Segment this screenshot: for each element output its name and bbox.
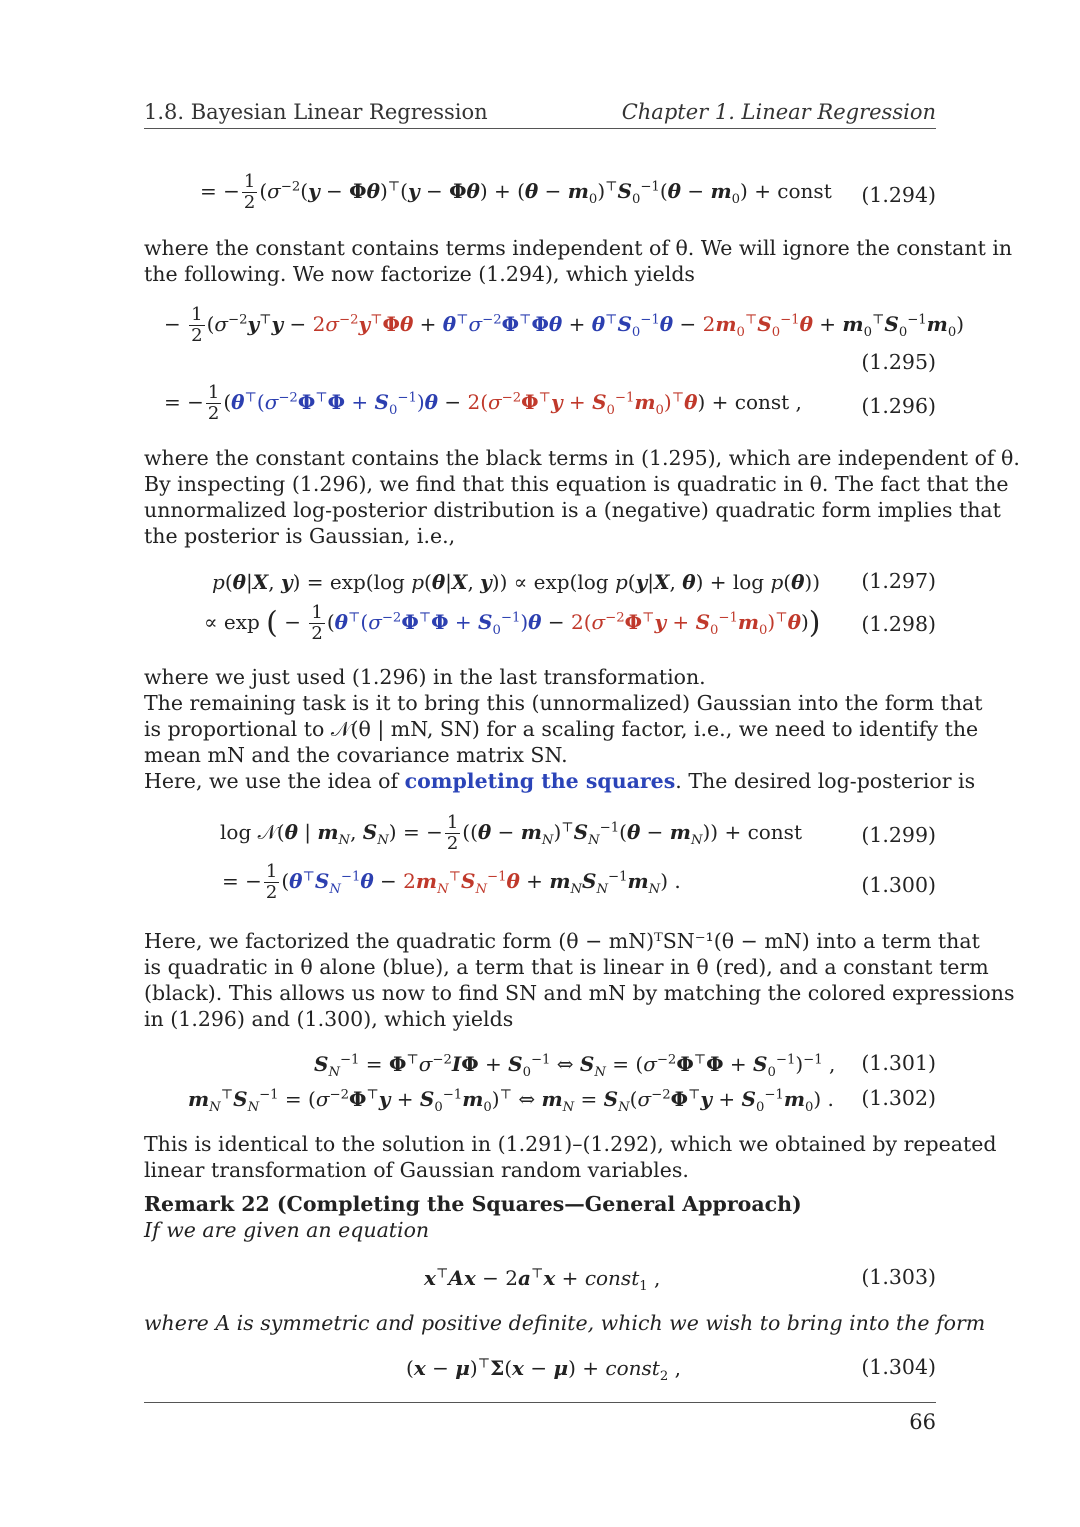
equation-number: (1.298) [861, 612, 936, 636]
paragraph [144, 928, 1015, 1032]
text-line: where the constant contains the black terms in (1.295), which are independent of θ. [144, 446, 1020, 470]
equation-number: (1.299) [861, 823, 936, 847]
equation-number: (1.304) [861, 1355, 936, 1379]
text-line: Here, we factorized the quadratic form (θ − mN)ᵀSN⁻¹(θ − mN) into a term that [144, 929, 980, 953]
remark-block [144, 1191, 936, 1243]
text-line: unnormalized log-posterior distribution is a (negative) quadratic form implies that [144, 498, 1001, 522]
text-line: where we just used (1.296) in the last transformation. [144, 665, 706, 689]
equation-number: (1.296) [861, 394, 936, 418]
text-line: the posterior is Gaussian, i.e., [144, 524, 456, 548]
equation-1-295: − $\frac{1}{2}$ $(\sigma^{-2}y^⊤y - 2\sigma^{-2}y^⊤\Phi\theta + \theta^⊤\sigma^{-2}\Phi^⊤\Phi\theta + \theta^⊤S_0^{-1}\theta - 2m_0^⊤S_0^{-1}\theta + m_0^⊤S_0^{-1}m_0)$ [164, 304, 965, 346]
equation-1-299: log 𝒩(θ | $m_N$, $S_N$) = − $\frac{1}{2}$ $((\theta - m_N)^⊤S_N^{-1}(\theta - m_N))$ + const [220, 812, 802, 854]
paragraph [144, 664, 983, 794]
text-span: Here, we use the idea of [144, 769, 405, 793]
text-line: is proportional to 𝒩(θ | mN, SN) for a scaling factor, i.e., we need to identify the [144, 717, 979, 741]
chapter-title: Chapter 1. Linear Regression [621, 100, 936, 124]
text-line: By inspecting (1.296), we find that this equation is quadratic in θ. The fact that the [144, 472, 1009, 496]
text-line: The remaining task is it to bring this (unnormalized) Gaussian into the form that [144, 691, 983, 715]
equation-1-294: = − $\frac{1}{2}$ ($\sigma^{-2}(y - \Phi\theta)^⊤(y - \Phi\theta) + (\theta - m_0)^⊤S_0^{-1}(\theta - m_0)$ + const [200, 171, 832, 213]
paragraph [144, 445, 1020, 549]
equation-number: (1.295) [861, 350, 936, 374]
equation-1-297: p(θ|X, y) = exp(log p(θ|X, y)) ∝ exp(log p(y|X, θ) + log p(θ)) [212, 570, 821, 594]
text-line: mean mN and the covariance matrix SN. [144, 743, 568, 767]
text-line: is quadratic in θ alone (blue), a term that is linear in θ (red), and a constant term [144, 955, 989, 979]
equation-1-302: $m_N^⊤S_N^{-1} = (\sigma^{-2}\Phi^⊤y + S_0^{-1}m_0)^⊤$ ⇔ $m_N = S_N(\sigma^{-2}\Phi^⊤y + S_0^{-1}m_0)$ . [188, 1087, 834, 1115]
completing-the-squares-link[interactable]: completing the squares [404, 769, 676, 793]
text-line: in (1.296) and (1.300), which yields [144, 1007, 514, 1031]
equation-1-301: $S_N^{-1} = \Phi^⊤\sigma^{-2}I\Phi + S_0^{-1}$ ⇔ $S_N = (\sigma^{-2}\Phi^⊤\Phi + S_0^{-1})^{-1}$ , [314, 1052, 836, 1080]
text-line [144, 768, 976, 794]
equation-number: (1.297) [861, 569, 936, 593]
paragraph [144, 235, 1013, 287]
equation-number: (1.302) [861, 1086, 936, 1110]
paragraph [144, 1131, 997, 1183]
equation-number: (1.294) [861, 183, 936, 207]
equation-number: (1.301) [861, 1051, 936, 1075]
equation-1-296: = − $\frac{1}{2}$ $(\theta^⊤(\sigma^{-2}\Phi^⊤\Phi + S_0^{-1})\theta - 2(\sigma^{-2}\Phi^⊤y + S_0^{-1}m_0)^⊤\theta)$ + const , [164, 382, 802, 424]
section-title: 1.8. Bayesian Linear Regression [144, 100, 488, 124]
footer-rule [144, 1402, 936, 1403]
running-head [144, 100, 936, 124]
equation-1-304: (x − μ)⊤Σ(x − μ) + const$_2$ , [406, 1356, 681, 1384]
text-line: where the constant contains terms independent of θ. We will ignore the constant in [144, 236, 1013, 260]
page-number: 66 [909, 1410, 936, 1434]
equation-1-303: x⊤Ax − 2a⊤x + const$_1$ , [424, 1266, 661, 1294]
text-line: linear transformation of Gaussian random variables. [144, 1158, 689, 1182]
text-span: . The desired log-posterior is [675, 769, 976, 793]
header-rule [144, 128, 936, 129]
equation-number: (1.303) [861, 1265, 936, 1289]
text-line: This is identical to the solution in (1.291)–(1.292), which we obtained by repeated [144, 1132, 997, 1156]
equation-1-300: = − $\frac{1}{2}$ $(\theta^⊤S_N^{-1}\theta - 2m_N^⊤S_N^{-1}\theta + m_NS_N^{-1}m_N)$ . [222, 861, 681, 903]
remark-text: If we are given an equation [144, 1218, 430, 1242]
text-line: the following. We now factorize (1.294), which yields [144, 262, 695, 286]
equation-number: (1.300) [861, 873, 936, 897]
text-line: (black). This allows us now to find SN and mN by matching the colored expressions [144, 981, 1015, 1005]
remark-text: where A is symmetric and positive definite, which we wish to bring into the form [144, 1311, 986, 1335]
paragraph [144, 1310, 986, 1336]
equation-1-298: ∝ exp ( − $\frac{1}{2}$ $(\theta^⊤(\sigma^{-2}\Phi^⊤\Phi + S_0^{-1})\theta - 2(\sigma^{-2}\Phi^⊤y + S_0^{-1}m_0)^⊤\theta)$) [204, 602, 821, 644]
remark-title: Remark 22 (Completing the Squares—General Approach) [144, 1192, 802, 1216]
